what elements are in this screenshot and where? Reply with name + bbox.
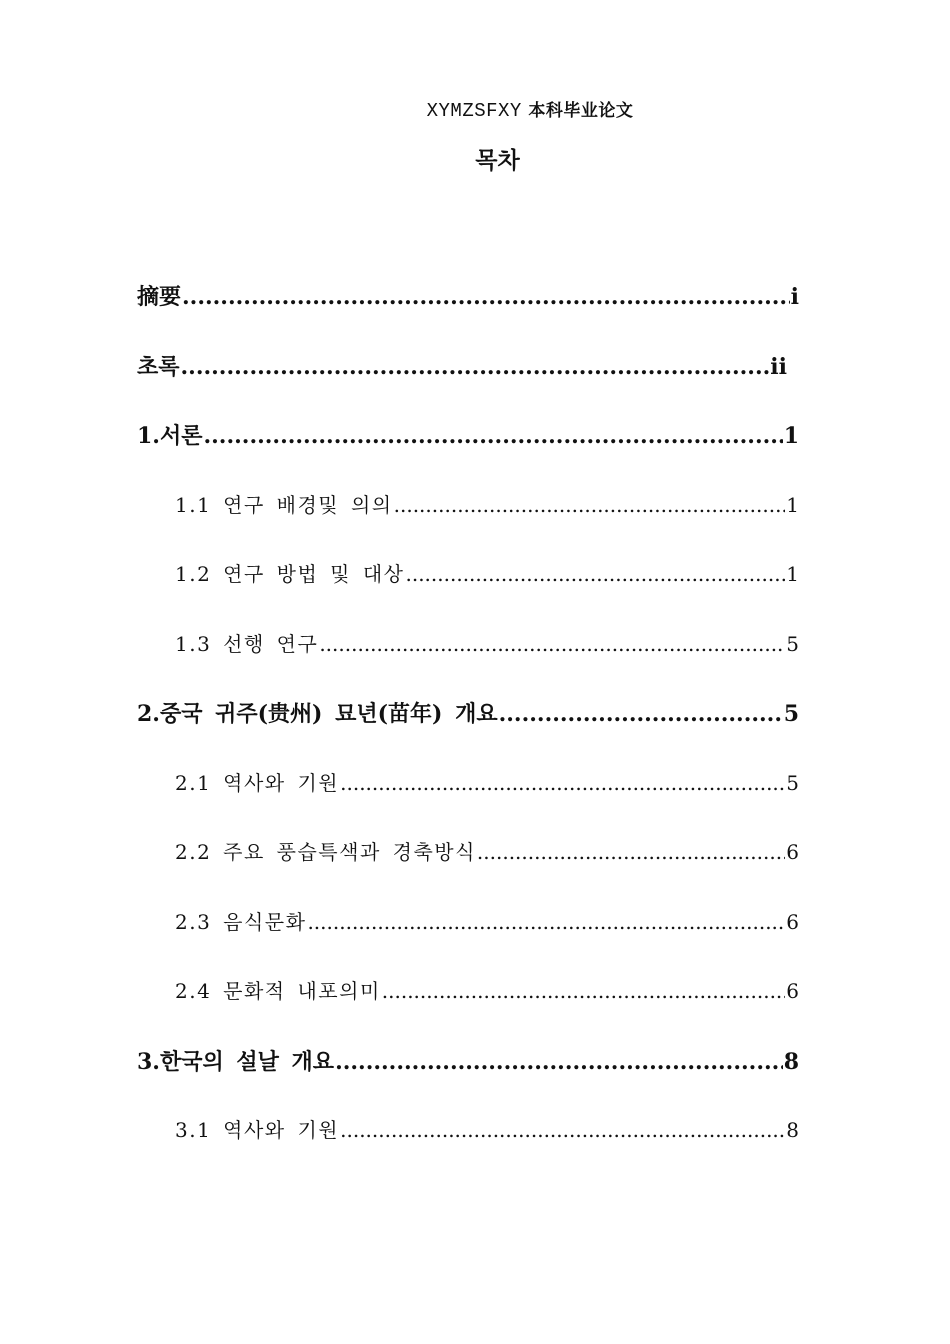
toc-entry-abstract-korean[interactable] — [137, 350, 787, 420]
toc-entry-label: 1.3 선행 연구 — [175, 631, 319, 656]
toc-dot-leader — [382, 979, 786, 1003]
toc-page-number: i — [790, 284, 799, 310]
page-title: 목차 — [475, 148, 520, 174]
toc-page-number: 8 — [786, 1118, 799, 1142]
toc-page-number: ii — [770, 353, 787, 380]
toc-page-number: 1 — [786, 562, 799, 586]
toc-entry-section-2-2[interactable] — [137, 836, 799, 906]
toc-dot-leader — [307, 910, 785, 934]
toc-dot-leader — [335, 1049, 783, 1075]
toc-dot-leader — [182, 284, 790, 310]
toc-entry-section-1-2[interactable] — [137, 558, 799, 628]
toc-entry-label: 초록 — [137, 353, 180, 380]
table-of-contents — [137, 280, 799, 1184]
toc-entry-label: 3.한국의 설날 개요 — [137, 1048, 335, 1075]
toc-entry-section-1-3[interactable] — [137, 628, 799, 698]
header-thesis-label: 本科毕业论文 — [528, 101, 634, 121]
toc-entry-label: 摘要 — [137, 284, 182, 310]
toc-page-number: 5 — [786, 770, 799, 795]
toc-page-number: 5 — [783, 701, 799, 727]
toc-entry-label: 1.서론 — [137, 423, 203, 449]
toc-dot-leader — [340, 1118, 785, 1142]
toc-entry-abstract-chinese[interactable] — [137, 280, 799, 350]
toc-page-number: 6 — [786, 979, 799, 1003]
toc-entry-section-1-1[interactable] — [137, 489, 799, 559]
toc-entry-section-3-1[interactable] — [137, 1114, 799, 1184]
toc-entry-label: 2.3 음식문화 — [175, 909, 307, 934]
toc-entry-label: 2.중국 귀주(贵州) 묘년(苗年) 개요 — [137, 701, 498, 727]
toc-entry-chapter-3[interactable] — [137, 1045, 799, 1115]
toc-dot-leader — [405, 562, 785, 586]
toc-page-number: 6 — [786, 840, 799, 864]
toc-page-number: 1 — [786, 492, 799, 517]
toc-entry-chapter-2[interactable] — [137, 697, 799, 767]
toc-page-number: 6 — [786, 909, 799, 934]
toc-entry-label: 1.1 연구 배경및 의의 — [175, 492, 393, 517]
toc-page-number: 1 — [783, 423, 799, 449]
toc-dot-leader — [340, 771, 785, 795]
toc-page-number: 8 — [783, 1048, 799, 1075]
toc-entry-label: 2.2 주요 풍습특색과 경축방식 — [175, 840, 476, 864]
toc-entry-label: 2.4 문화적 내포의미 — [175, 979, 381, 1003]
toc-dot-leader — [203, 423, 782, 449]
toc-dot-leader — [319, 632, 785, 656]
toc-entry-chapter-1[interactable] — [137, 419, 799, 489]
toc-entry-section-2-4[interactable] — [137, 975, 799, 1045]
toc-entry-label: 3.1 역사와 기원 — [175, 1118, 340, 1142]
header-school-code: XYMZSFXY — [426, 100, 522, 122]
toc-dot-leader — [477, 840, 785, 864]
toc-dot-leader — [499, 701, 783, 727]
toc-page-number: 5 — [786, 631, 799, 656]
toc-entry-section-2-1[interactable] — [137, 767, 799, 837]
toc-entry-section-2-3[interactable] — [137, 906, 799, 976]
toc-entry-label: 2.1 역사와 기원 — [175, 770, 340, 795]
toc-entry-label: 1.2 연구 방법 및 대상 — [175, 562, 405, 586]
toc-dot-leader — [394, 493, 786, 517]
toc-dot-leader — [181, 354, 770, 380]
page-header — [0, 96, 950, 122]
